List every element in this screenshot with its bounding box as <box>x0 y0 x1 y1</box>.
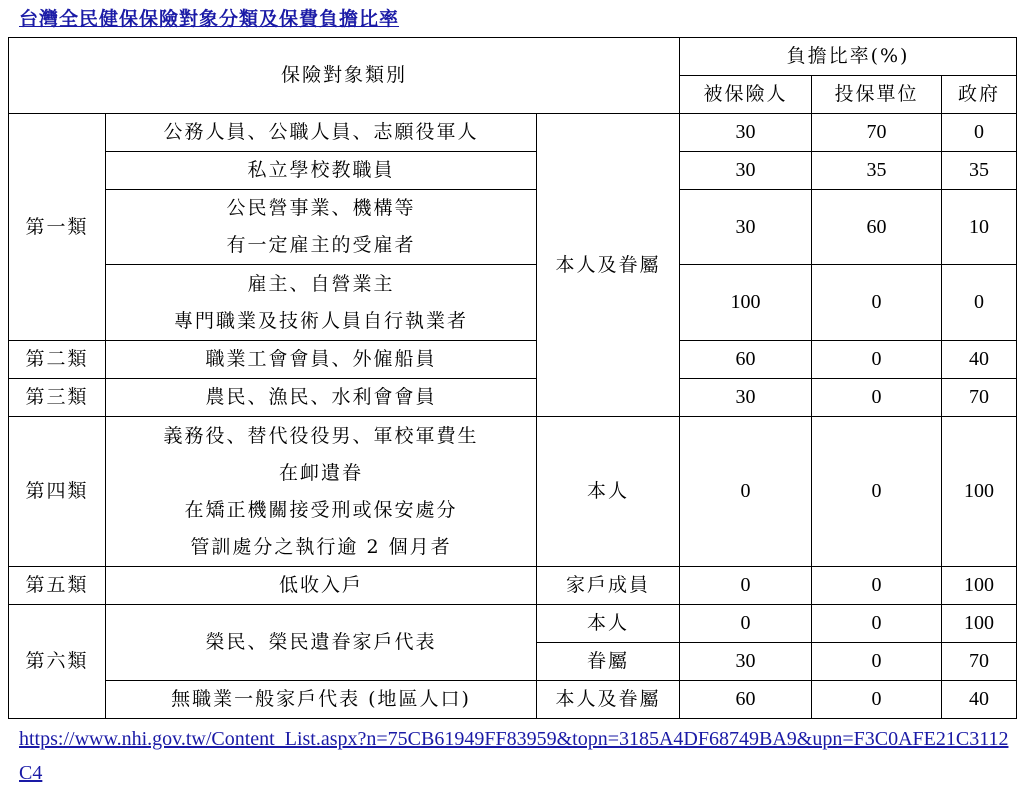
insured-value: 30 <box>680 114 812 152</box>
header-employer: 投保單位 <box>812 76 942 114</box>
category-desc-line: 專門職業及技術人員自行執業者 <box>173 309 468 332</box>
employer-value: 0 <box>812 681 942 719</box>
employer-value: 0 <box>812 341 942 379</box>
employer-value: 0 <box>812 379 942 417</box>
insured-value: 0 <box>680 417 812 567</box>
class-label: 第六類 <box>9 605 106 719</box>
insured-value: 100 <box>680 265 812 341</box>
source-link[interactable]: https://www.nhi.gov.tw/Content_List.aspx?n=75CB61949FF83959&topn=3185A4DF68749BA9&upn=F3C0AFE21C3112C4 <box>19 728 1009 784</box>
class-label: 第五類 <box>9 567 106 605</box>
table-row <box>9 152 1017 190</box>
class-label: 第三類 <box>9 379 106 417</box>
insured-value: 30 <box>680 379 812 417</box>
header-ratio: 負擔比率(%) <box>680 38 1017 76</box>
category-desc-line: 管訓處分之執行逾 2 個月者 <box>190 535 452 558</box>
table-row <box>9 417 1017 567</box>
coverage-cell: 本人 <box>537 417 680 567</box>
government-value: 0 <box>942 265 1017 341</box>
category-desc: 公務人員、公職人員、志願役軍人 <box>106 114 537 152</box>
government-value: 40 <box>942 681 1017 719</box>
table-row <box>9 114 1017 152</box>
table-row <box>9 190 1017 265</box>
employer-value: 60 <box>812 190 942 265</box>
government-value: 70 <box>942 379 1017 417</box>
government-value: 10 <box>942 190 1017 265</box>
class-label: 第一類 <box>9 114 106 341</box>
table-row <box>9 567 1017 605</box>
employer-value: 70 <box>812 114 942 152</box>
insured-value: 30 <box>680 643 812 681</box>
insured-value: 60 <box>680 341 812 379</box>
insurance-ratio-table <box>8 37 1017 719</box>
class-label: 第二類 <box>9 341 106 379</box>
category-desc: 職業工會會員、外僱船員 <box>106 341 537 379</box>
insured-value: 30 <box>680 190 812 265</box>
table-row <box>9 681 1017 719</box>
government-value: 35 <box>942 152 1017 190</box>
table-row <box>9 379 1017 417</box>
header-government: 政府 <box>942 76 1017 114</box>
government-value: 100 <box>942 567 1017 605</box>
coverage-cell: 眷屬 <box>537 643 680 681</box>
category-desc-line: 雇主、自營業主 <box>247 272 395 295</box>
insured-value: 0 <box>680 605 812 643</box>
header-insured: 被保險人 <box>680 76 812 114</box>
category-desc: 私立學校教職員 <box>106 152 537 190</box>
government-value: 100 <box>942 417 1017 567</box>
category-desc <box>106 190 537 265</box>
class-label: 第四類 <box>9 417 106 567</box>
category-desc-line: 在卹遺眷 <box>278 461 363 484</box>
employer-value: 0 <box>812 643 942 681</box>
insured-value: 30 <box>680 152 812 190</box>
government-value: 0 <box>942 114 1017 152</box>
category-desc: 無職業一般家戶代表 (地區人口) <box>106 681 537 719</box>
page-title: 台灣全民健保保險對象分類及保費負擔比率 <box>19 8 400 30</box>
coverage-cell: 本人及眷屬 <box>537 114 680 417</box>
category-desc-line: 公民營事業、機構等 <box>226 197 416 219</box>
government-value: 40 <box>942 341 1017 379</box>
category-desc: 低收入戶 <box>106 567 537 605</box>
category-desc <box>106 417 537 567</box>
employer-value: 0 <box>812 265 942 341</box>
insured-value: 60 <box>680 681 812 719</box>
employer-value: 0 <box>812 417 942 567</box>
employer-value: 0 <box>812 567 942 605</box>
employer-value: 0 <box>812 605 942 643</box>
coverage-cell: 本人及眷屬 <box>537 681 680 719</box>
coverage-cell: 家戶成員 <box>537 567 680 605</box>
government-value: 70 <box>942 643 1017 681</box>
government-value: 100 <box>942 605 1017 643</box>
category-desc-line: 義務役、替代役役男、軍校軍費生 <box>163 424 479 447</box>
table-row <box>9 341 1017 379</box>
employer-value: 35 <box>812 152 942 190</box>
category-desc: 農民、漁民、水利會會員 <box>106 379 537 417</box>
header-category: 保險對象類別 <box>9 38 680 114</box>
category-desc: 榮民、榮民遺眷家戶代表 <box>106 605 537 681</box>
insured-value: 0 <box>680 567 812 605</box>
table-row <box>9 265 1017 341</box>
table-row <box>9 605 1017 643</box>
category-desc-line: 有一定雇主的受雇者 <box>226 234 416 256</box>
coverage-cell: 本人 <box>537 605 680 643</box>
category-desc <box>106 265 537 341</box>
category-desc-line: 在矯正機關接受刑或保安處分 <box>184 498 458 521</box>
